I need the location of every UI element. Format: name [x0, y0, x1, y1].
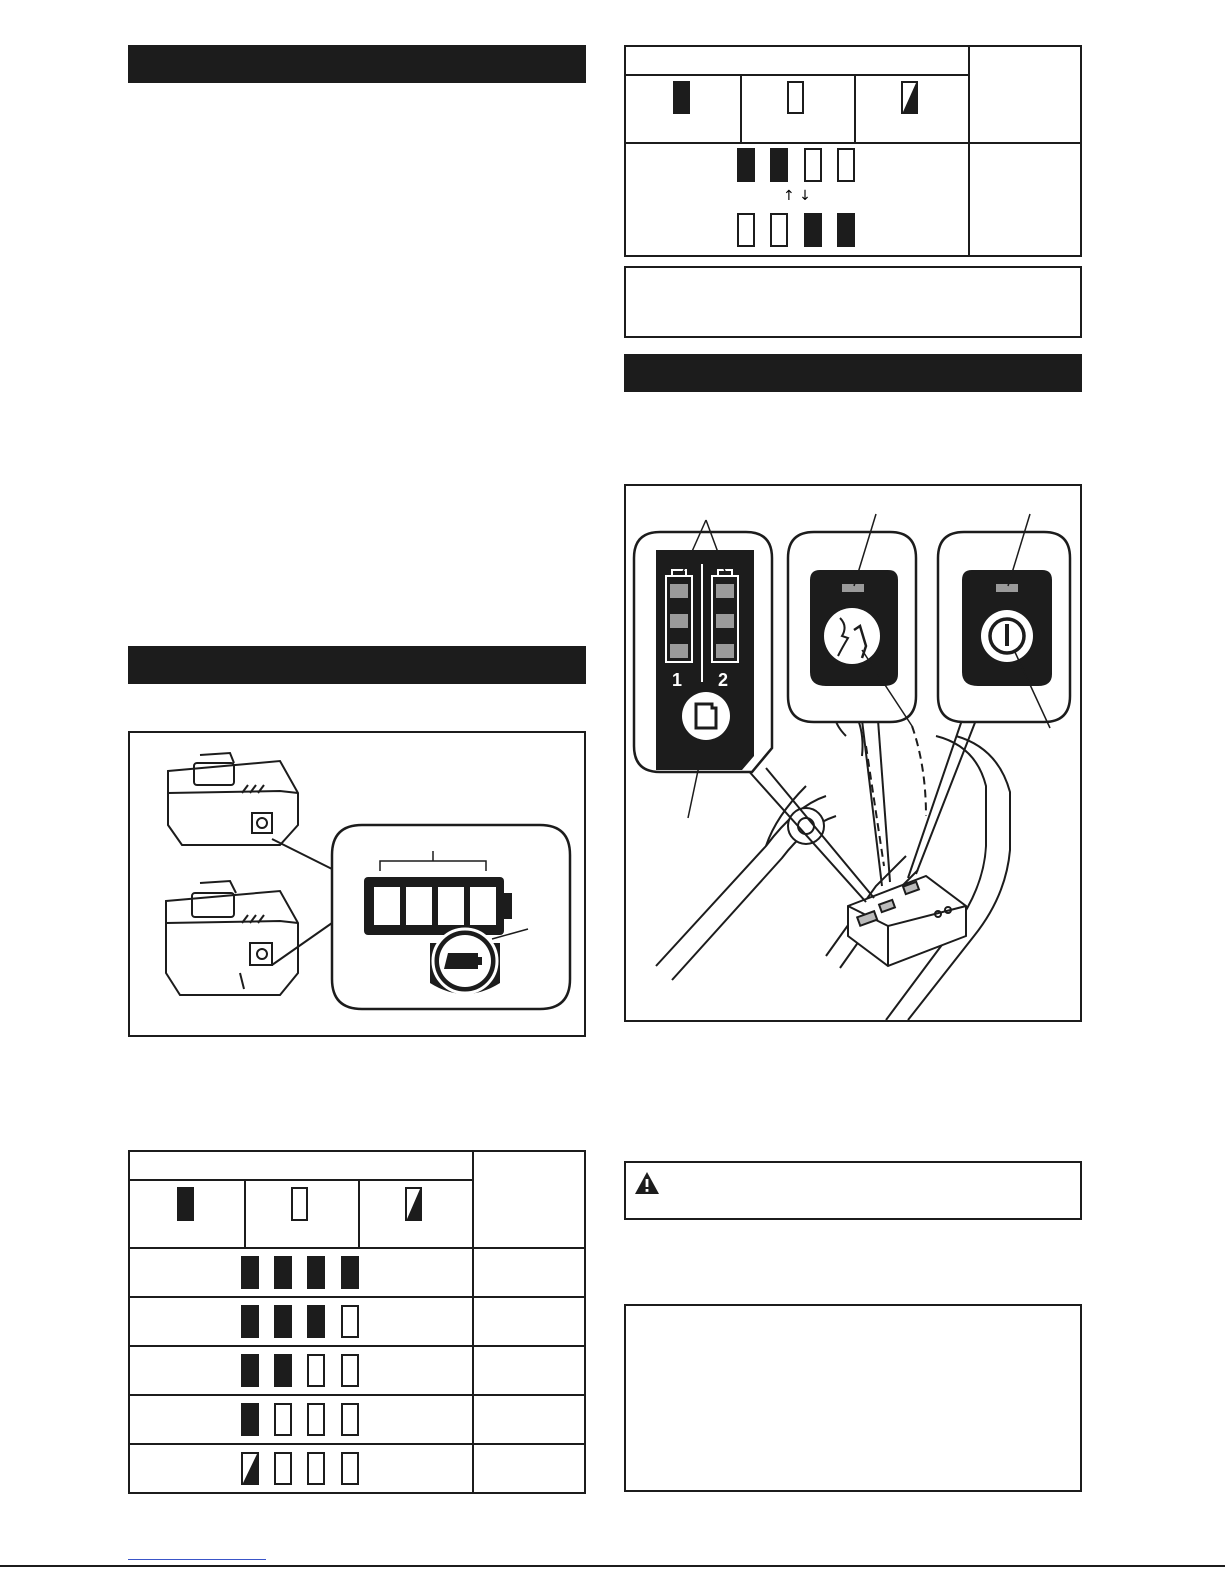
footer-link-underline[interactable] [128, 1559, 266, 1560]
capacity-row-5-lamp-3 [307, 1452, 325, 1485]
capacity-row-2-lamp-4 [341, 1305, 359, 1338]
capacity-row-1-lamp-4 [341, 1256, 359, 1289]
capacity-row-4-lamp-3 [307, 1403, 325, 1436]
warning-triangle-icon [634, 1171, 660, 1195]
capacity-row-1-lamp-2 [274, 1256, 292, 1289]
footer-rule [0, 1565, 1225, 1567]
capacity-row-2-lamp-3 [307, 1305, 325, 1338]
capacity-row-5-lamp-2 [274, 1452, 292, 1485]
capacity-row-4-lamp-2 [274, 1403, 292, 1436]
capacity-row-3-lamp-4 [341, 1354, 359, 1387]
capacity-row-2-lamp-1 [241, 1305, 259, 1338]
abnormal-pattern-a-lamp-3 [804, 148, 822, 182]
battery-level-lamps-icon [626, 486, 1080, 1020]
abnormal-pattern-b-lamp-3 [804, 213, 822, 247]
panel-number-1: 1 [672, 670, 683, 690]
abnormal-pattern-b-lamp-1 [737, 213, 755, 247]
legend-lamp-blinking [405, 1187, 422, 1221]
legend-lamp-on [177, 1187, 194, 1221]
capacity-row-1-lamp-3 [307, 1256, 325, 1289]
battery-indicator-figure [128, 731, 586, 1037]
section-bar-control-panel [624, 354, 1082, 392]
abnormal-pattern-b-lamp-2 [770, 213, 788, 247]
capacity-row-4-lamp-1 [241, 1403, 259, 1436]
abnormal-pattern-a-lamp-4 [837, 148, 855, 182]
capacity-row-5-lamp-1 [241, 1452, 259, 1485]
control-panel-figure [624, 484, 1082, 1022]
panel-number-2: 2 [718, 670, 729, 690]
capacity-row-1-lamp-1 [241, 1256, 259, 1289]
note-box-bottom [624, 1304, 1082, 1492]
abnormal-pattern-b-lamp-4 [837, 213, 855, 247]
capacity-row-5-lamp-4 [341, 1452, 359, 1485]
capacity-row-3-lamp-1 [241, 1354, 259, 1387]
capacity-row-2-lamp-2 [274, 1305, 292, 1338]
battery-cartridge-icon [130, 733, 584, 1035]
capacity-row-3-lamp-2 [274, 1354, 292, 1387]
capacity-row-4-lamp-4 [341, 1403, 359, 1436]
note-box [624, 266, 1082, 338]
abnormal-legend-lamp-on [673, 81, 690, 114]
abnormal-pattern-a-lamp-2 [770, 148, 788, 182]
section-bar-battery-indicator [128, 646, 586, 684]
abnormal-legend-lamp-off [787, 81, 804, 114]
section-bar-top-left [128, 45, 586, 83]
caution-box [624, 1161, 1082, 1220]
legend-lamp-off [291, 1187, 308, 1221]
abnormal-legend-lamp-blinking [901, 81, 918, 114]
alternating-arrows: ↑ ↓ [783, 188, 811, 204]
capacity-row-3-lamp-3 [307, 1354, 325, 1387]
abnormal-pattern-a-lamp-1 [737, 148, 755, 182]
